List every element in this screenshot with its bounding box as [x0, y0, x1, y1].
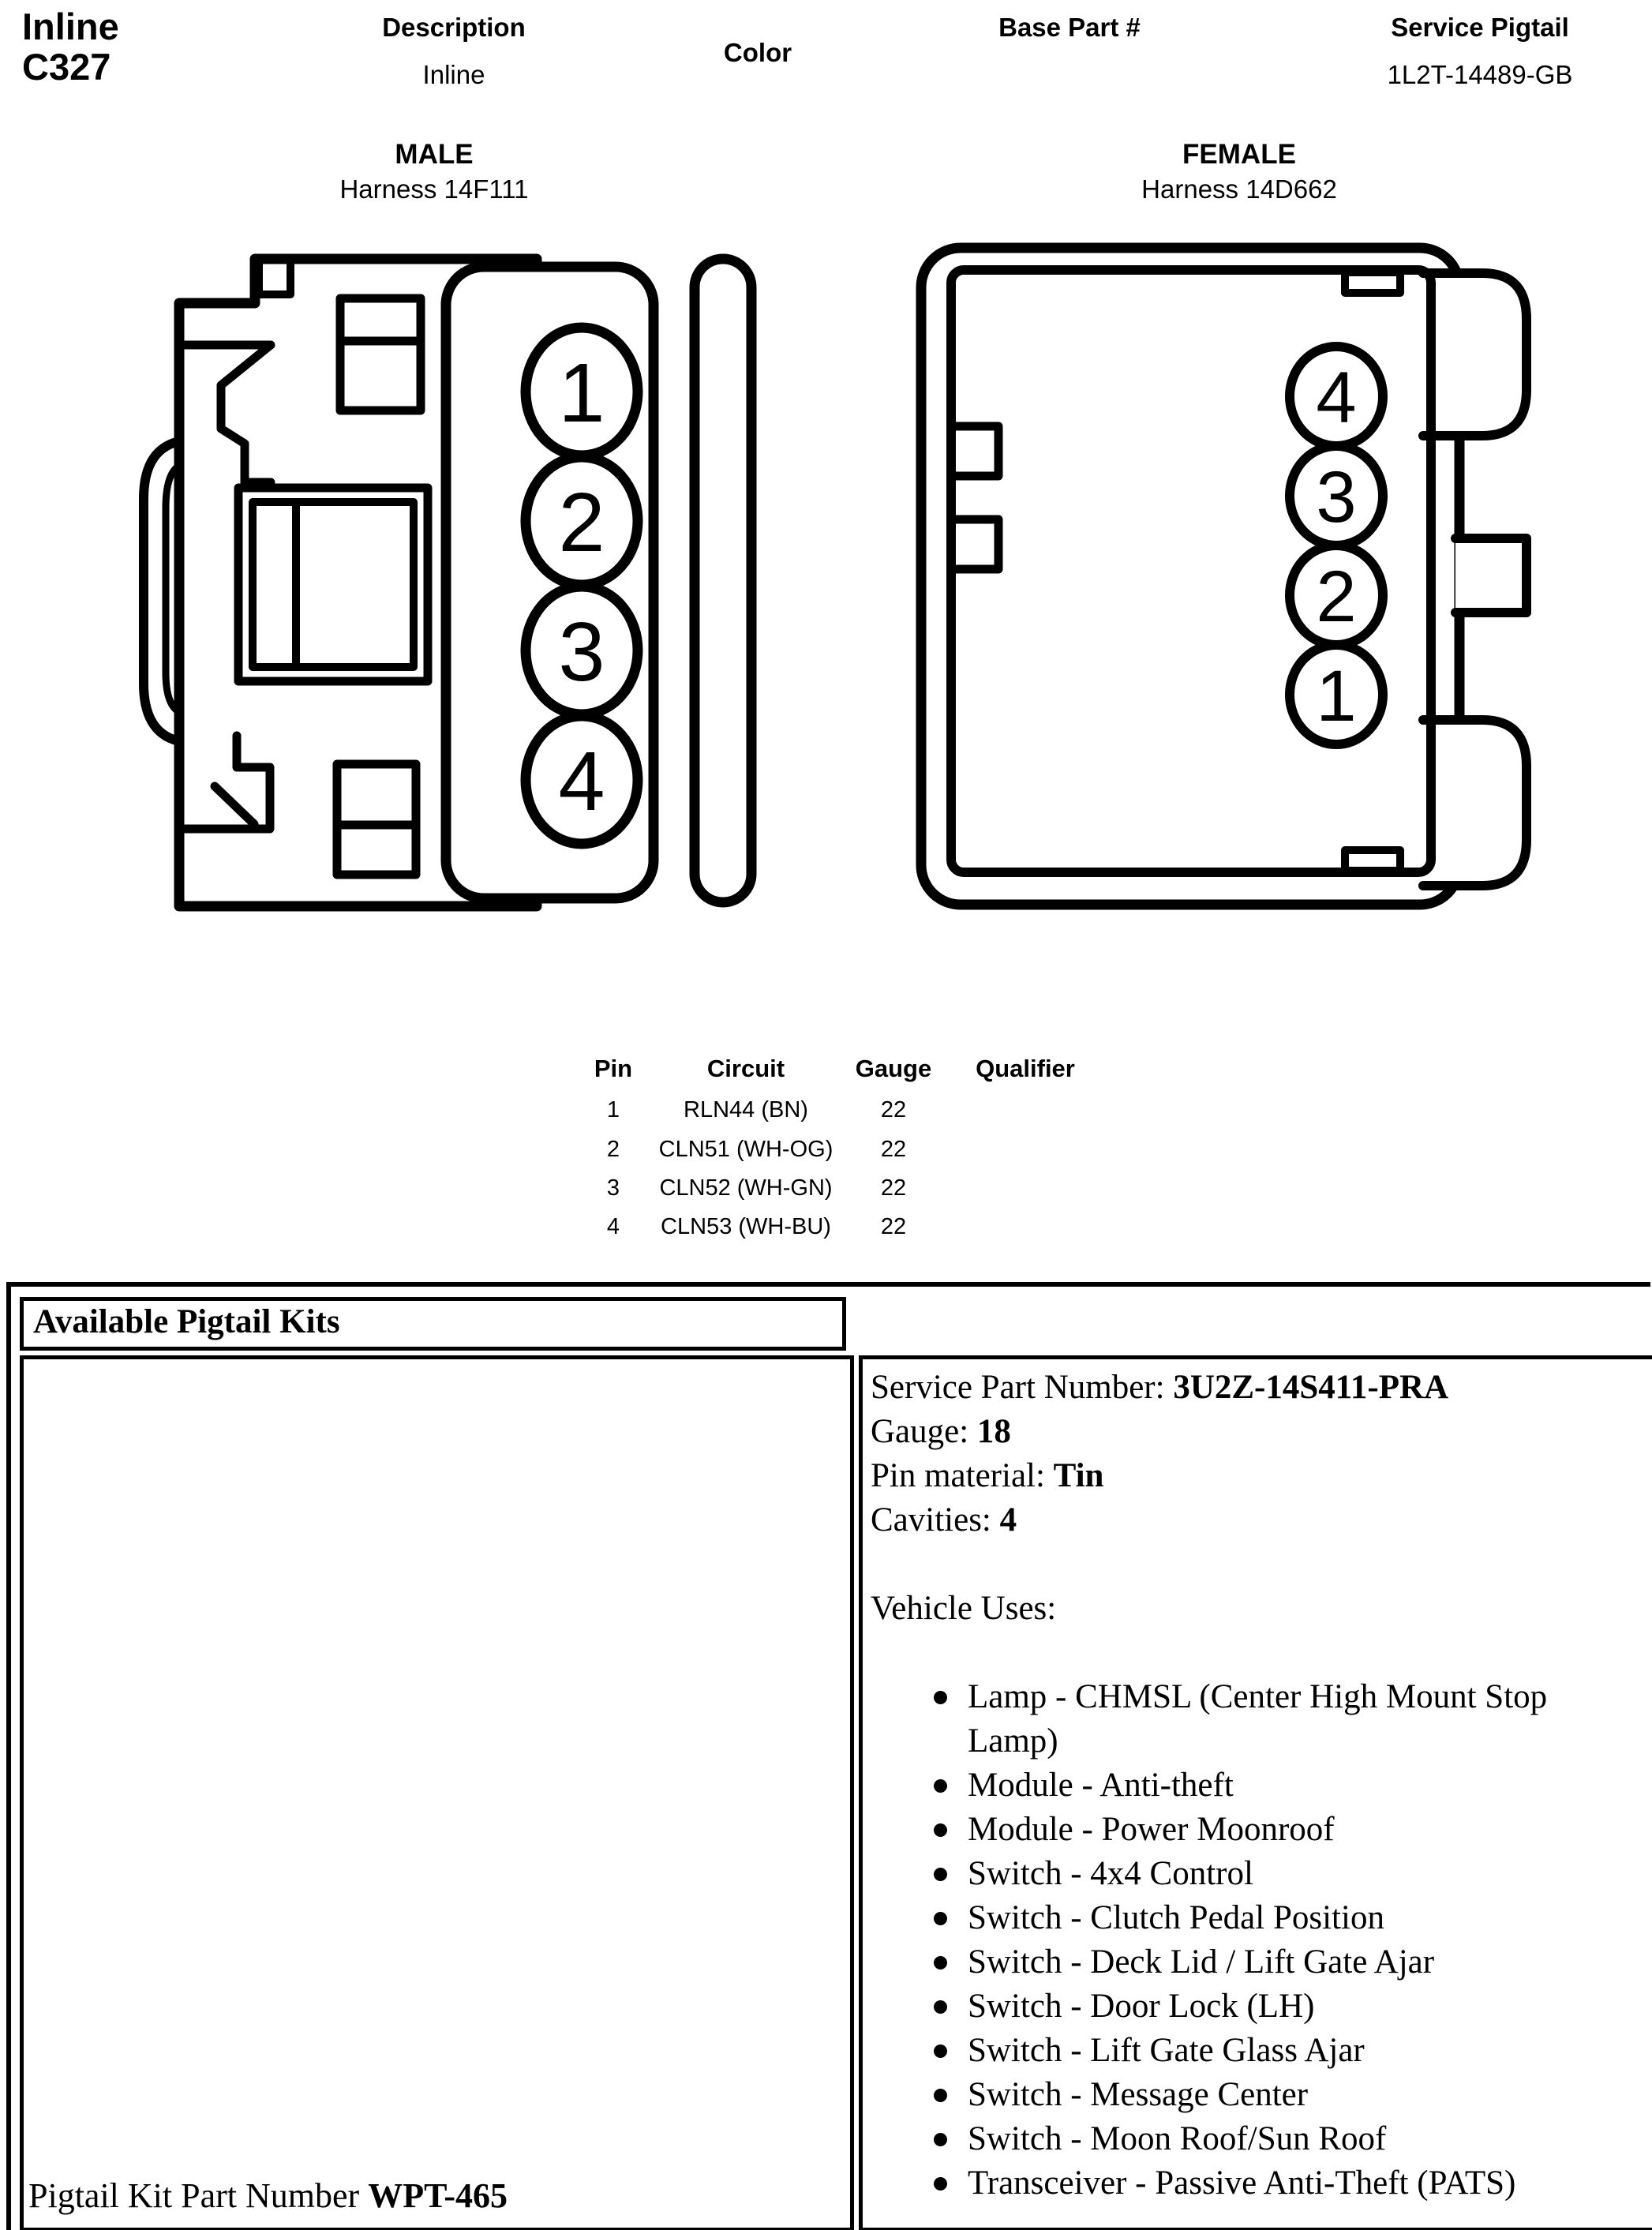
pin-material-label: Pin material: — [871, 1457, 1045, 1494]
male-label: MALE — [395, 139, 474, 170]
vehicle-use-item: Switch - Moon Roof/Sun Roof — [871, 2117, 1643, 2161]
service-part-number-label: Service Part Number: — [871, 1369, 1165, 1406]
pigtail-kit-part-number-value: WPT-465 — [368, 2176, 508, 2215]
gauge-line — [871, 1410, 1652, 1454]
section-left-rule — [6, 1282, 11, 2230]
gauge-cell: 22 — [880, 1097, 907, 1122]
description-value: Inline — [422, 60, 485, 89]
connector-title — [22, 6, 119, 87]
female-pin-2 — [1290, 545, 1383, 645]
male-connector-diagram — [126, 237, 758, 924]
vehicle-use-item: Module - Power Moonroof — [871, 1808, 1643, 1852]
gauge-value: 18 — [976, 1413, 1011, 1450]
service-part-number-value: 3U2Z-14S411-PRA — [1173, 1369, 1449, 1406]
vehicle-use-item: Transceiver - Passive Anti-Theft (PATS) — [871, 2161, 1643, 2206]
pin-table-row — [574, 1137, 1126, 1171]
pin-table-row — [574, 1175, 1126, 1210]
male-pin-3 — [526, 587, 638, 714]
pin-cell: 2 — [606, 1137, 620, 1162]
service-part-number-line — [871, 1366, 1652, 1410]
service-pigtail-value: 1L2T-14489-GB — [1387, 60, 1573, 89]
gauge-cell: 22 — [880, 1214, 907, 1239]
female-pin-3 — [1290, 446, 1383, 545]
vehicle-use-item: Lamp - CHMSL (Center High Mount Stop Lamp) — [871, 1675, 1643, 1763]
vehicle-use-item: Module - Anti-theft — [871, 1763, 1643, 1808]
section-top-rule — [6, 1282, 1650, 1287]
vehicle-use-item: Switch - Message Center — [871, 2073, 1643, 2117]
female-connector-diagram — [906, 237, 1577, 924]
pigtail-kit-part-number-label: Pigtail Kit Part Number — [28, 2176, 360, 2215]
male-pin-1 — [526, 328, 638, 455]
vehicle-use-item: Switch - Door Lock (LH) — [871, 1985, 1643, 2029]
circuit-cell: CLN51 (WH-OG) — [658, 1137, 833, 1162]
female-side-tab — [1455, 538, 1527, 613]
vehicle-use-item: Switch - 4x4 Control — [871, 1852, 1643, 1896]
gauge-cell: 22 — [880, 1175, 907, 1201]
female-label: FEMALE — [1182, 139, 1296, 170]
pin-column-header: Pin — [594, 1055, 633, 1082]
pin-table-header-row — [574, 1055, 1126, 1089]
vehicle-uses-list — [871, 1675, 1652, 2206]
service-part-panel — [859, 1355, 1652, 2230]
pin-cell: 4 — [606, 1214, 620, 1239]
female-harness-label: Harness 14D662 — [1141, 174, 1337, 204]
female-pin-1 — [1290, 645, 1383, 744]
female-top-index-tab — [1345, 272, 1400, 293]
male-pin-2 — [526, 457, 638, 585]
available-pigtail-kits-title: Available Pigtail Kits — [33, 1303, 340, 1340]
cavities-label: Cavities: — [871, 1501, 991, 1539]
vehicle-use-item: Switch - Deck Lid / Lift Gate Ajar — [871, 1940, 1643, 1985]
gauge-column-header: Gauge — [855, 1055, 932, 1082]
pin-table-row — [574, 1097, 1126, 1132]
color-label: Color — [723, 38, 792, 67]
base-part-label: Base Part # — [998, 13, 1141, 42]
connector-type: Inline — [22, 6, 119, 47]
pin-cell: 1 — [606, 1097, 620, 1122]
pigtail-kit-panel — [20, 1355, 854, 2230]
vehicle-use-item: Switch - Lift Gate Glass Ajar — [871, 2029, 1643, 2073]
female-top-lobe — [1423, 273, 1527, 436]
female-pin-3-number: 3 — [1316, 457, 1357, 538]
female-pin-2-number: 2 — [1316, 557, 1357, 637]
male-seal-cap — [695, 259, 751, 902]
female-pin-1-number: 1 — [1316, 656, 1357, 736]
circuit-cell: CLN52 (WH-GN) — [659, 1175, 833, 1201]
cavities-value: 4 — [999, 1501, 1017, 1539]
description-label: Description — [382, 13, 526, 42]
vehicle-uses-label: Vehicle Uses: — [871, 1590, 1057, 1627]
female-pin-4 — [1290, 347, 1383, 446]
male-pin-3-number: 3 — [558, 605, 605, 699]
circuit-cell: CLN53 (WH-BU) — [661, 1214, 831, 1239]
qualifier-column-header: Qualifier — [976, 1055, 1075, 1082]
pin-material-value: Tin — [1053, 1457, 1104, 1494]
male-pin-1-number: 1 — [558, 347, 605, 440]
male-pin-2-number: 2 — [558, 476, 605, 569]
female-bottom-index-tab — [1345, 850, 1400, 871]
female-bottom-lobe — [1423, 720, 1527, 886]
circuit-column-header: Circuit — [706, 1055, 785, 1082]
circuit-cell: RLN44 (BN) — [684, 1097, 808, 1122]
cavities-line — [871, 1498, 1652, 1542]
pin-material-line — [871, 1454, 1652, 1498]
pin-table-row — [574, 1214, 1126, 1249]
male-pin-4-number: 4 — [558, 735, 605, 828]
connector-id: C327 — [22, 46, 111, 88]
gauge-cell: 22 — [880, 1137, 907, 1162]
gauge-label: Gauge: — [871, 1413, 969, 1450]
female-pin-4-number: 4 — [1316, 358, 1357, 438]
service-pigtail-label: Service Pigtail — [1391, 13, 1569, 42]
available-pigtail-kits-box — [20, 1297, 846, 1351]
pin-cell: 3 — [606, 1175, 620, 1201]
pigtail-kit-part-number-line — [28, 2177, 508, 2215]
male-pin-4 — [526, 716, 638, 844]
male-harness-label: Harness 14F111 — [339, 174, 529, 204]
vehicle-use-item: Switch - Clutch Pedal Position — [871, 1896, 1643, 1940]
